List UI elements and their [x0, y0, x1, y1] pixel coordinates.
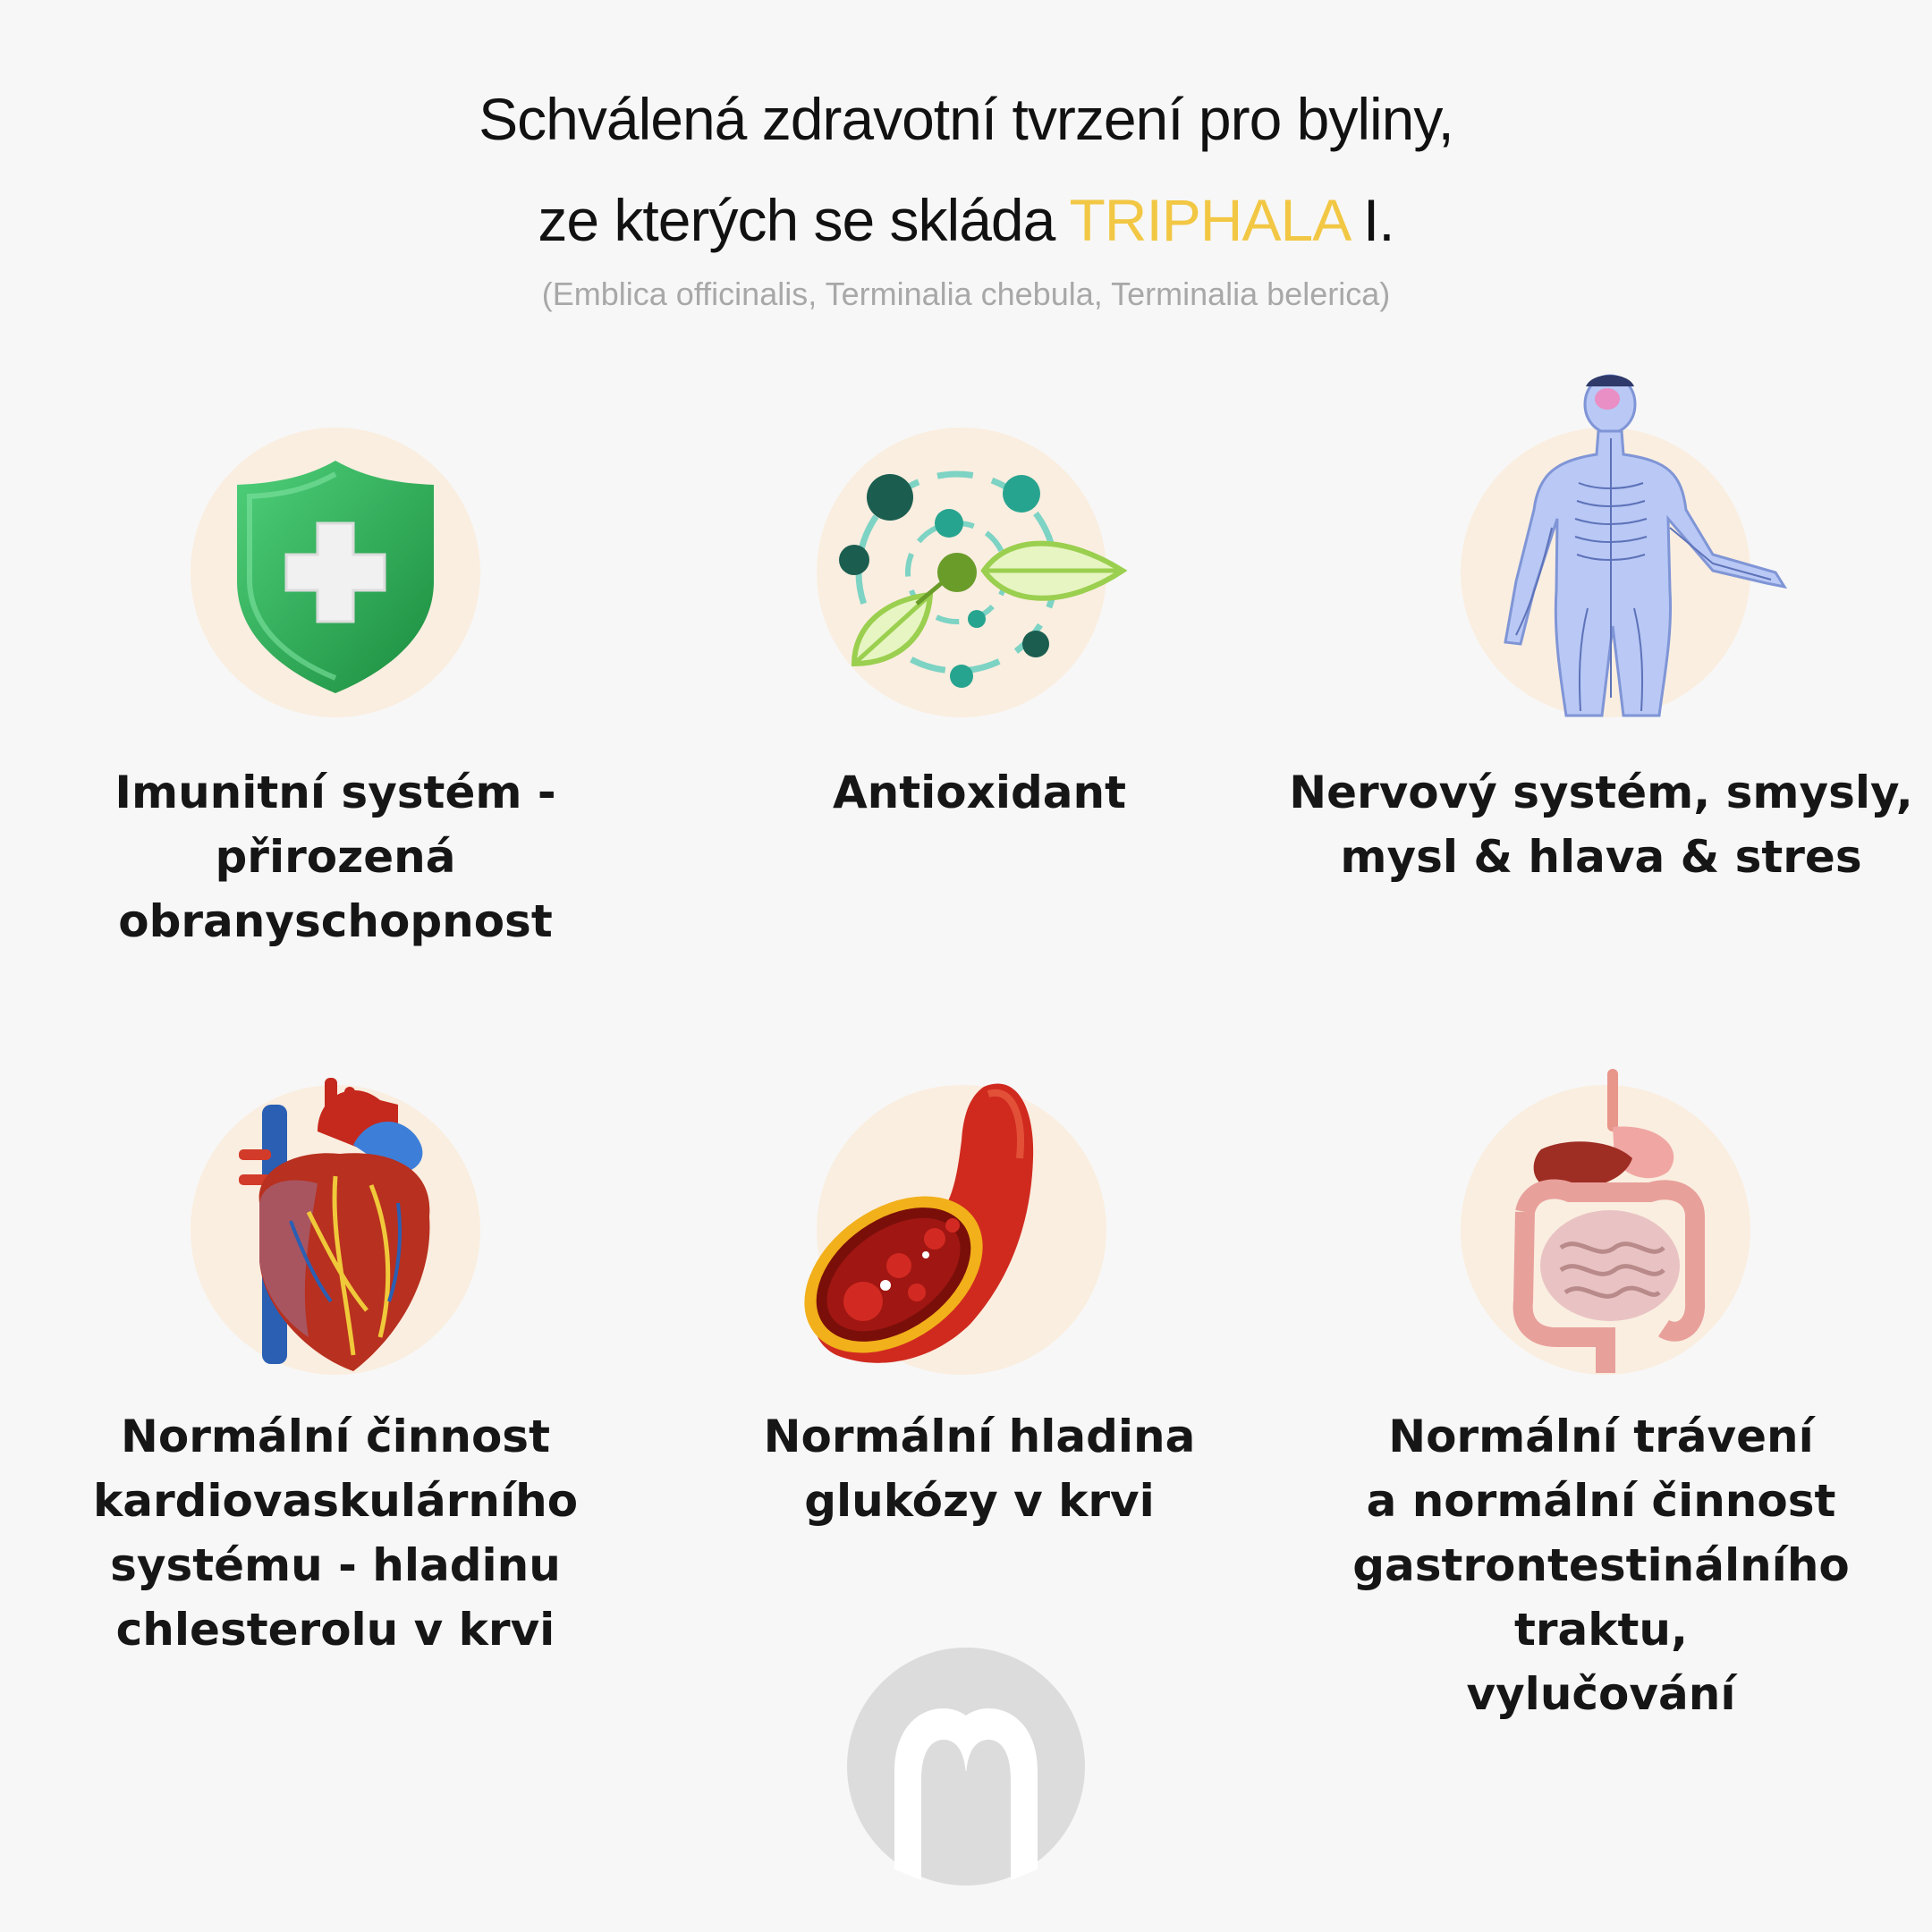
claim-blood-glucose-label: Normální hladina glukózy v krvi	[763, 1411, 1196, 1527]
shield-plus-icon	[174, 411, 496, 733]
digestive-system-icon	[1445, 1069, 1767, 1391]
claim-heart-label: Normální činnost kardiovaskulárního systému - hladinu chlesterolu v krvi	[92, 1411, 579, 1656]
claim-blood-glucose	[801, 1069, 1123, 1391]
blood-vessel-icon	[801, 1069, 1123, 1391]
title-suffix: I.	[1362, 187, 1394, 253]
page-subtitle: (Emblica officinalis, Terminalia chebula, Terminalia belerica)	[541, 275, 1391, 312]
claim-digestion	[1445, 1069, 1767, 1391]
claim-antioxidant-label: Antioxidant	[832, 767, 1127, 818]
antioxidant-leaf-icon	[801, 411, 1123, 733]
nervous-system-icon	[1445, 411, 1767, 733]
claim-nervous	[1445, 411, 1767, 733]
title-highlight: TRIPHALA	[1069, 187, 1348, 253]
claim-nervous-label: Nervový systém, smysly, mysl & hlava & stres	[1289, 767, 1913, 883]
claim-heart	[174, 1069, 496, 1391]
claim-immune-label: Imunitní systém - přirozená obranyschopnost	[114, 767, 556, 947]
title-prefix: ze kterých se skláda	[538, 187, 1055, 253]
claim-immune	[174, 411, 496, 733]
page-title: Schválená zdravotní tvrzení pro byliny,	[479, 86, 1453, 152]
heart-icon	[174, 1069, 496, 1391]
claim-digestion-label: Normální trávení a normální činnost gastrontestinálního traktu, vylučování	[1352, 1411, 1850, 1720]
claim-antioxidant	[801, 411, 1123, 733]
page-title-line2	[0, 186, 1932, 254]
brand-logo	[845, 1646, 1087, 1887]
brand-logo-icon	[845, 1646, 1087, 1887]
